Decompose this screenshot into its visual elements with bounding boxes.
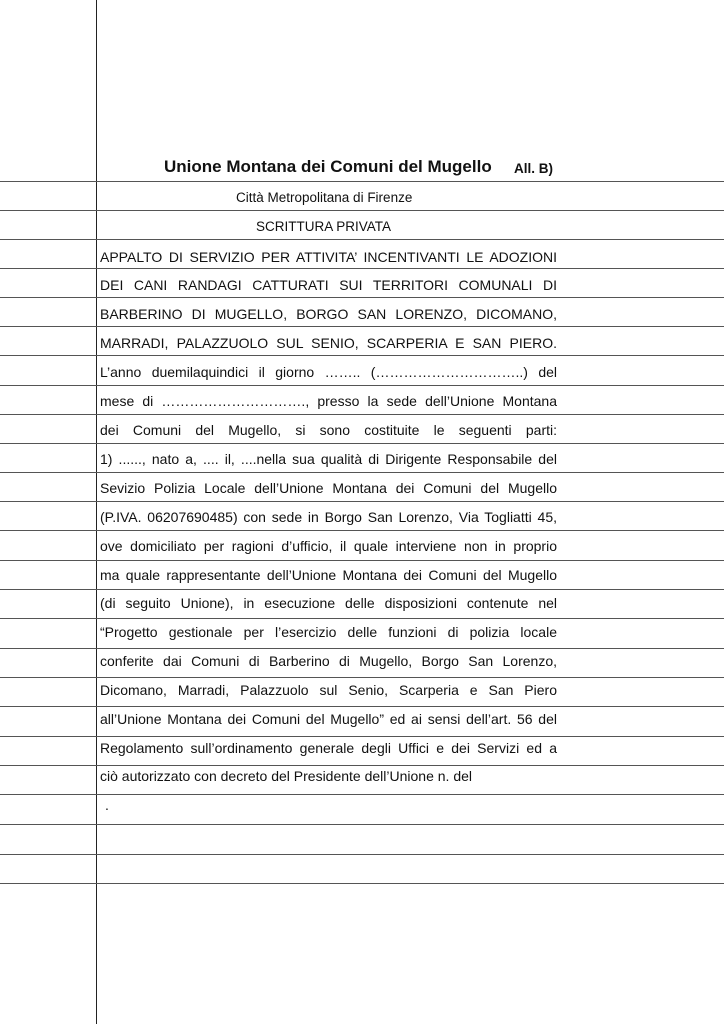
ruled-line <box>0 472 724 473</box>
ruled-line <box>0 706 724 707</box>
ruled-line <box>0 210 724 211</box>
body-line: APPALTO DI SERVIZIO PER ATTIVITA’ INCENTIVANTI LE ADOZIONI <box>100 249 557 265</box>
ruled-line <box>0 794 724 795</box>
ruled-line <box>0 618 724 619</box>
document-subtitle: Città Metropolitana di Firenze <box>236 190 413 205</box>
body-line: ciò autorizzato con decreto del Presidente dell’Unione n. del <box>100 768 473 784</box>
ruled-line <box>0 883 724 884</box>
body-line: conferite dai Comuni di Barberino di Mugello, Borgo San Lorenzo, <box>100 653 557 669</box>
body-line: ma quale rappresentante dell’Unione Montana dei Comuni del Mugello <box>100 567 557 583</box>
attachment-label: All. B) <box>514 161 553 176</box>
ruled-line <box>0 239 724 240</box>
body-line: L’anno duemilaquindici il giorno …….. (…………………………..) del <box>100 364 557 380</box>
body-line: mese di …………………………., presso la sede dell’Unione Montana <box>100 393 557 409</box>
ruled-line <box>0 385 724 386</box>
body-line: DEI CANI RANDAGI CATTURATI SUI TERRITORI COMUNALI DI <box>100 277 557 293</box>
ruled-line <box>0 765 724 766</box>
ruled-line <box>0 648 724 649</box>
ruled-line <box>0 530 724 531</box>
left-margin-rule <box>96 0 97 1024</box>
ruled-line <box>0 414 724 415</box>
trailing-mark: . <box>105 797 109 813</box>
ruled-line <box>0 824 724 825</box>
ruled-line <box>0 326 724 327</box>
ruled-line <box>0 560 724 561</box>
body-line: Sevizio Polizia Locale dell’Unione Montana dei Comuni del Mugello <box>100 480 557 496</box>
body-line: Dicomano, Marradi, Palazzuolo sul Senio, Scarperia e San Piero <box>100 682 557 698</box>
ruled-line <box>0 355 724 356</box>
ruled-line <box>0 501 724 502</box>
body-line: (P.IVA. 06207690485) con sede in Borgo San Lorenzo, Via Togliatti 45, <box>100 509 557 525</box>
document-type: SCRITTURA PRIVATA <box>256 219 392 234</box>
ruled-line <box>0 443 724 444</box>
document-title: Unione Montana dei Comuni del Mugello <box>164 157 492 176</box>
body-line: MARRADI, PALAZZUOLO SUL SENIO, SCARPERIA E SAN PIERO. <box>100 335 557 351</box>
body-line: BARBERINO DI MUGELLO, BORGO SAN LORENZO, DICOMANO, <box>100 306 557 322</box>
body-line: Regolamento sull’ordinamento generale degli Uffici e dei Servizi ed a <box>100 740 557 756</box>
ruled-line <box>0 297 724 298</box>
ruled-line <box>0 181 724 182</box>
body-line: all’Unione Montana dei Comuni del Mugello” ed ai sensi dell’art. 56 del <box>100 711 557 727</box>
ruled-line <box>0 589 724 590</box>
ruled-line <box>0 268 724 269</box>
ruled-line <box>0 736 724 737</box>
body-line: (di seguito Unione), in esecuzione delle disposizioni contenute nel <box>100 595 557 611</box>
body-line: “Progetto gestionale per l’esercizio delle funzioni di polizia locale <box>100 624 557 640</box>
body-line: 1) ......, nato a, .... il, ....nella sua qualità di Dirigente Responsabile del <box>100 451 557 467</box>
body-line: ove domiciliato per ragioni d’ufficio, il quale interviene non in proprio <box>100 538 557 554</box>
body-line: dei Comuni del Mugello, si sono costituite le seguenti parti: <box>100 422 557 438</box>
ruled-line <box>0 677 724 678</box>
ruled-line <box>0 854 724 855</box>
